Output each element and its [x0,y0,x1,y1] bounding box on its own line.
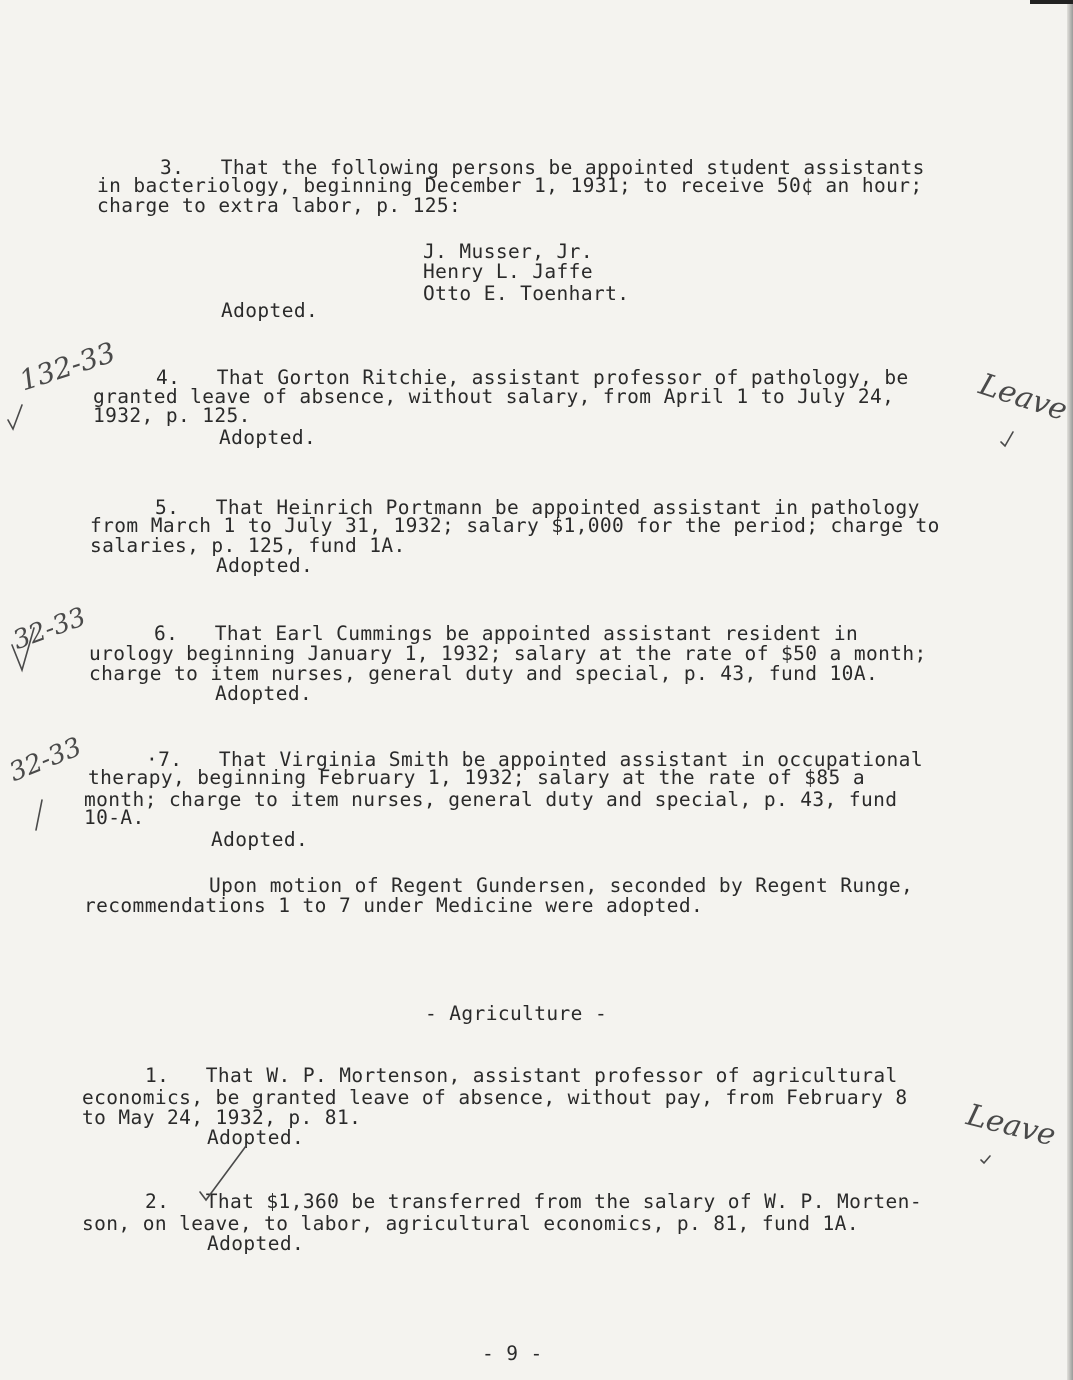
person-name: J. Musser, Jr. [423,240,593,263]
motion-line-2: recommendations 1 to 7 under Medicine were adopted. [84,894,704,917]
page-number: - 9 - [482,1342,543,1365]
agri-item-1-line-1: 1. That W. P. Mortenson, assistant professor of agricultural [145,1064,898,1087]
handwritten-leave-note: Leave [963,1097,1060,1154]
item-7-line-1: ·7. That Virginia Smith be appointed assistant in occupational [146,748,923,771]
adopted-label: Adopted. [219,426,317,449]
handwritten-margin-note: 32-33 [5,732,86,788]
section-heading: - Agriculture - [425,1002,608,1025]
item-6-line-1: 6. That Earl Cummings be appointed assistant resident in [154,622,859,645]
item-7-line-4: 10-A. [84,806,145,829]
item-4-line-2: granted leave of absence, without salary, from April 1 to July 24, [93,385,895,408]
adopted-label: Adopted. [207,1232,305,1255]
check-mark-icon [12,628,34,670]
check-mark-icon [981,1156,990,1163]
person-name: Henry L. Jaffe [423,260,593,283]
item-5-line-1: 5. That Heinrich Portmann be appointed assistant in pathology [155,496,920,519]
item-7-line-3: month; charge to item nurses, general duty and special, p. 43, fund [84,788,898,811]
item-3-line-1: 3. That the following persons be appointed student assistants [160,156,925,179]
item-3-line-3: charge to extra labor, p. 125: [97,194,462,217]
agri-item-2-line-1: 2. That $1,360 be transferred from the salary of W. P. Morten- [145,1190,922,1213]
motion-line-1: Upon motion of Regent Gundersen, seconded by Regent Runge, [209,874,914,897]
adopted-label: Adopted. [207,1126,305,1149]
agri-item-1-line-2: economics, be granted leave of absence, without pay, from February 8 [82,1086,908,1109]
item-7-line-2: therapy, beginning February 1, 1932; salary at the rate of $85 a [88,766,865,789]
check-mark-icon [1001,432,1013,446]
item-5-line-3: salaries, p. 125, fund 1A. [90,534,406,557]
check-mark-icon [200,1146,246,1200]
handwritten-margin-note: 132-33 [15,335,120,398]
adopted-label: Adopted. [211,828,309,851]
adopted-label: Adopted. [215,682,313,705]
item-4-line-1: 4. That Gorton Ritchie, assistant professor of pathology, be [156,366,909,389]
check-mark-icon [8,405,22,429]
item-6-line-2: urology beginning January 1, 1932; salary at the rate of $50 a month; [89,642,927,665]
check-mark-icon [36,800,42,830]
handwritten-margin-note: 32-33 [9,602,90,656]
agri-item-1-line-3: to May 24, 1932, p. 81. [82,1106,362,1129]
item-5-line-2: from March 1 to July 31, 1932; salary $1,000 for the period; charge to [90,514,940,537]
item-3-line-2: in bacteriology, beginning December 1, 1931; to receive 50¢ an hour; [97,174,923,197]
agri-item-2-line-2: son, on leave, to labor, agricultural economics, p. 81, fund 1A. [82,1212,859,1235]
adopted-label: Adopted. [221,299,319,322]
adopted-label: Adopted. [216,554,314,577]
handwritten-leave-note: Leave [974,366,1072,429]
item-6-line-3: charge to item nurses, general duty and special, p. 43, fund 10A. [89,662,879,685]
person-name: Otto E. Toenhart. [423,282,630,305]
item-4-line-3: 1932, p. 125. [93,404,251,427]
